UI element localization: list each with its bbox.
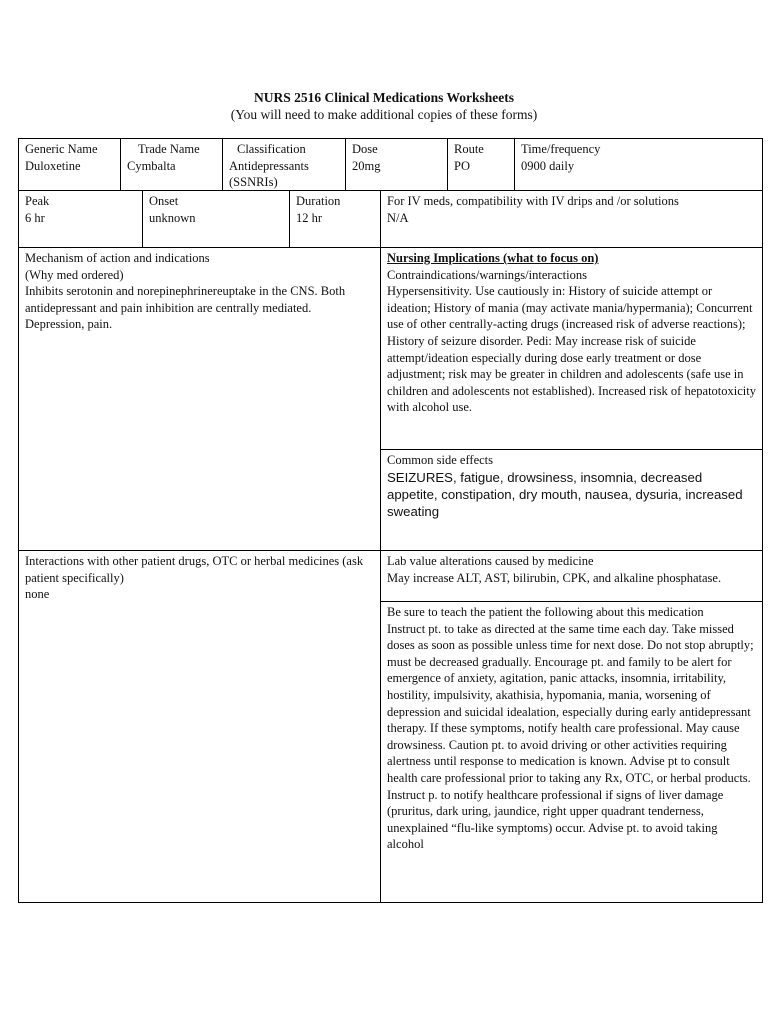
- onset-value: unknown: [149, 210, 196, 225]
- interactions-cell: [18, 550, 381, 903]
- patient-teaching-cell: [380, 601, 763, 903]
- patient-teaching-label: Be sure to teach the patient the following about this medication: [387, 605, 704, 619]
- classification-label: Classification: [237, 142, 306, 156]
- mechanism-sublabel: (Why med ordered): [25, 267, 124, 282]
- dose-label: Dose: [352, 142, 378, 156]
- side-effects-label: Common side effects: [387, 453, 493, 467]
- interactions-label: Interactions with other patient drugs, OTC or herbal medicines (ask patient specifically): [25, 554, 364, 585]
- classification-cell: [222, 138, 346, 191]
- duration-value: 12 hr: [296, 210, 323, 225]
- iv-compatibility-cell: [380, 190, 763, 248]
- lab-values-cell: [380, 550, 763, 602]
- route-cell: [447, 138, 515, 191]
- interactions-value: none: [25, 587, 50, 602]
- time-frequency-cell: [514, 138, 763, 191]
- generic-name-label: Generic Name: [25, 142, 98, 156]
- page-subtitle: (You will need to make additional copies of these forms): [230, 107, 538, 122]
- generic-name-cell: [18, 138, 121, 191]
- trade-name-value: Cymbalta: [127, 158, 176, 173]
- route-value: PO: [454, 158, 470, 173]
- lab-values-label: Lab value alterations caused by medicine: [387, 554, 594, 568]
- side-effects-text: SEIZURES, fatigue, drowsiness, insomnia, decreased appetite, constipation, dry mouth, nausea, dysuria, increased sweating: [387, 469, 743, 519]
- time-frequency-value: 0900 daily: [521, 158, 575, 173]
- dose-value: 20mg: [352, 158, 381, 173]
- mechanism-indications: Depression, pain.: [25, 317, 113, 332]
- duration-label: Duration: [296, 194, 341, 208]
- page-title: NURS 2516 Clinical Medications Worksheets: [253, 90, 514, 105]
- side-effects-cell: [380, 449, 763, 551]
- onset-cell: [142, 190, 290, 248]
- nursing-implications-heading: Nursing Implications (what to focus on): [387, 251, 599, 265]
- trade-name-label: Trade Name: [138, 142, 200, 156]
- dose-cell: [345, 138, 448, 191]
- classification-value: Antidepressants (SSNRIs): [229, 158, 309, 190]
- contraindications-text: Hypersensitivity. Use cautiously in: History of suicide attempt or ideation; History of mania (may activate mania/hypermania); Concurrent use of other centrally-acting drugs (increased risk of adverse reactions); History of seizure disorder. Pedi: May increase risk of suicide attempt/ideation especially during dose early treatment or dose adjustment; risk may be greater in children and adolescents (safe use in children and adolescents not established). Increased risk of hepatotoxicity with alcohol use.: [387, 284, 756, 415]
- trade-name-cell: [120, 138, 223, 191]
- peak-label: Peak: [25, 194, 50, 208]
- generic-name-value: Duloxetine: [25, 158, 81, 173]
- time-frequency-label: Time/frequency: [521, 142, 601, 156]
- route-label: Route: [454, 142, 484, 156]
- contraindications-label: Contraindications/warnings/interactions: [387, 267, 587, 282]
- onset-label: Onset: [149, 194, 179, 208]
- iv-compatibility-value: N/A: [387, 210, 409, 225]
- nursing-implications-cell: [380, 247, 763, 450]
- mechanism-cell: [18, 247, 381, 551]
- patient-teaching-text: Instruct pt. to take as directed at the same time each day. Take missed doses as soon as possible unless time for next dose. Do not stop abruptly; must be decreased gradually. Encourage pt. and family to be alert for emergence of anxiety, agitation, panic attacks, insomnia, irritability, hostility, impulsivity, akathisia, hypomania, mania, worsening of depression and suicidal idealation, especially during early antidepressant therapy. If these symptoms, notify health care professional. May cause drowsiness. Caution pt. to avoid driving or other activities requiring alertness until response to medication is known. Advise pt to consult health care professional prior to taking any Rx, OTC, or herbal products. Instruct p. to notify healthcare professional if signs of liver damage (pruritus, dark uring, jaundice, right upper quadrant tenderness, unexplained “flu-like symptoms) occur. Advise pt. to avoid taking alcohol: [387, 621, 754, 852]
- duration-cell: [289, 190, 381, 248]
- mechanism-label: Mechanism of action and indications: [25, 251, 210, 265]
- iv-compatibility-label: For IV meds, compatibility with IV drips and /or solutions: [387, 194, 679, 208]
- peak-value: 6 hr: [25, 210, 45, 225]
- lab-values-text: May increase ALT, AST, bilirubin, CPK, and alkaline phosphatase.: [387, 570, 722, 585]
- peak-cell: [18, 190, 143, 248]
- mechanism-text: Inhibits serotonin and norepinephrinereuptake in the CNS. Both antidepressant and pain inhibition are centrally mediated.: [25, 284, 346, 315]
